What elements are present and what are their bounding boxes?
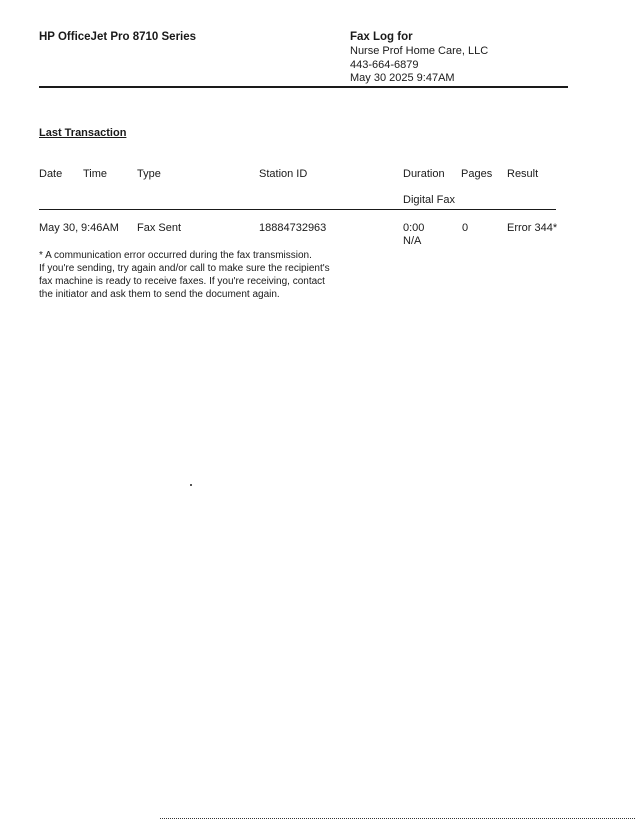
column-header-pages: Pages [461, 168, 493, 180]
row-date: May 30, [39, 222, 79, 234]
column-header-station-id: Station ID [259, 168, 308, 180]
fax-log-company: Nurse Prof Home Care, LLC [350, 45, 489, 57]
row-duration: 0:00 [403, 222, 425, 234]
row-result: Error 344* [507, 222, 558, 234]
header-divider [39, 86, 568, 88]
scan-speck [190, 484, 192, 486]
row-station-id: 18884732963 [259, 222, 327, 234]
table-divider [39, 209, 556, 210]
printer-model: HP OfficeJet Pro 8710 Series [39, 31, 197, 43]
column-header-duration: Duration [403, 168, 445, 180]
footnote-line: the initiator and ask them to send the document again. [39, 289, 280, 300]
row-type: Fax Sent [137, 222, 182, 234]
footnote-line: fax machine is ready to receive faxes. If you're receiving, contact [39, 276, 325, 287]
row-pages: 0 [462, 222, 469, 234]
column-header-date: Date [39, 168, 63, 180]
column-header-time: Time [83, 168, 108, 180]
footnote [39, 249, 359, 301]
column-header-result: Result [507, 168, 539, 180]
fax-log-title: Fax Log for [350, 31, 413, 43]
footnote-line: * A communication error occurred during the fax transmission. [39, 250, 312, 261]
footnote-line: If you're sending, try again and/or call to make sure the recipient's [39, 263, 330, 274]
fax-log-datetime: May 30 2025 9:47AM [350, 72, 455, 84]
row-time: 9:46AM [81, 222, 119, 234]
section-title: Last Transaction [39, 127, 127, 139]
bottom-scan-edge [160, 818, 635, 820]
fax-log-phone: 443-664-6879 [350, 59, 419, 71]
row-digital-fax: N/A [403, 235, 422, 247]
column-header-type: Type [137, 168, 161, 180]
column-header-digital-fax: Digital Fax [403, 194, 455, 206]
